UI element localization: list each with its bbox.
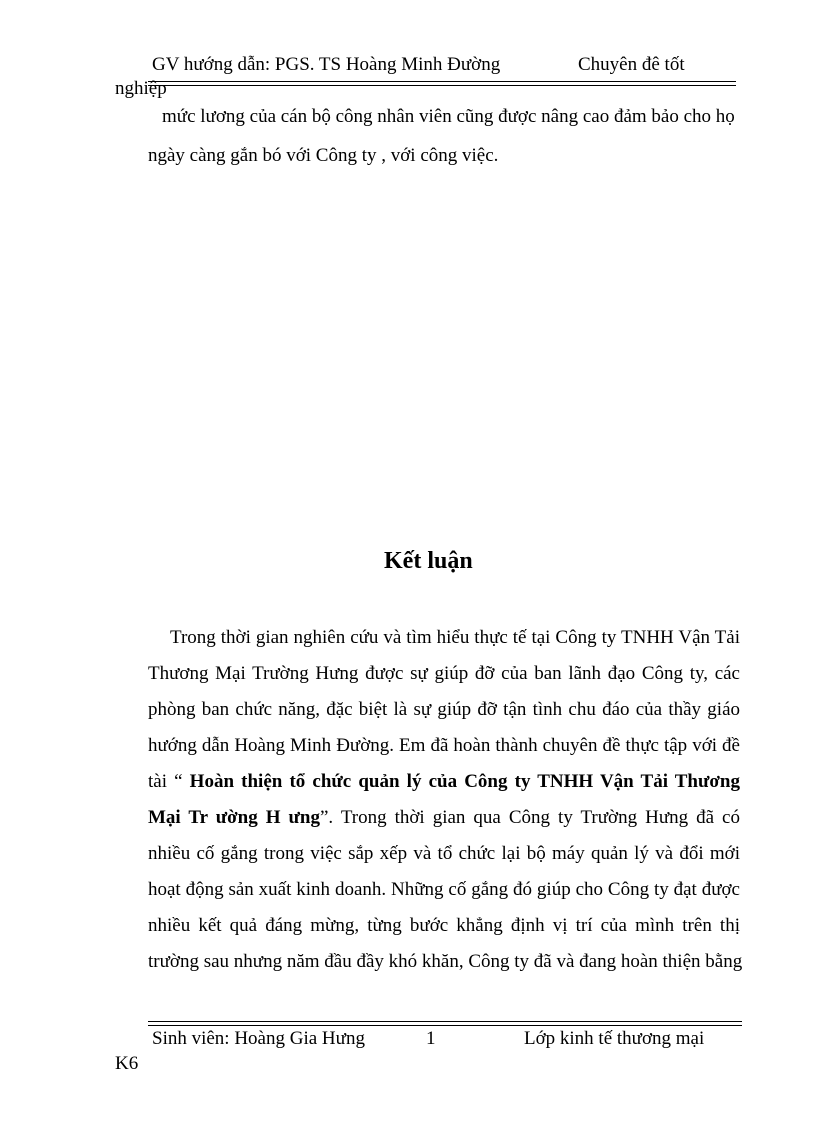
paragraph-line-1: Trong thời gian nghiên cứu và tìm hiểu thực tế tại Công ty TNHH Vận Tải	[170, 627, 740, 648]
paragraph-line-2: Thương Mại Trường Hưng được sự giúp đỡ của ban lãnh đạo Công ty, các	[148, 663, 740, 684]
footer-page-number: 1	[426, 1028, 436, 1049]
footer-wrap: K6	[115, 1053, 139, 1074]
header-advisor: GV hướng dẫn: PGS. TS Hoàng Minh Đường	[152, 54, 501, 75]
header-wrap: nghiệp	[115, 78, 167, 99]
footer-class: Lớp kinh tế thương mại	[524, 1028, 705, 1049]
paragraph-line-7: nhiều cố gắng trong việc sắp xếp và tổ chức lại bộ máy quản lý và đổi mới	[148, 843, 740, 864]
paragraph-line-4: hướng dẫn Hoàng Minh Đường. Em đã hoàn thành chuyên đề thực tập với đề	[148, 735, 740, 756]
footer-student: Sinh viên: Hoàng Gia Hưng	[152, 1028, 365, 1049]
paragraph-line-3: phòng ban chức năng, đặc biệt là sự giúp đỡ tận tình chu đáo của thầy giáo	[148, 699, 740, 720]
header-rule-top	[148, 81, 736, 82]
footer-rule-top	[148, 1021, 742, 1022]
paragraph-line-6-bold: Mại Tr ường H ưng	[148, 807, 320, 828]
paragraph-line-5	[148, 771, 740, 793]
header-title: Chuyên đê tốt	[578, 54, 685, 75]
paragraph-line-6-rest: ”. Trong thời gian qua Công ty Trường Hưng đã có	[319, 807, 740, 828]
paragraph-line-5-prefix: tài “	[148, 771, 190, 792]
paragraph-line-10: trường sau nhưng năm đầu đầy khó khăn, Công ty đã và đang hoàn thiện bằng	[148, 951, 743, 972]
section-title: Kết luận	[384, 548, 473, 574]
intro-line-2: ngày càng gắn bó với Công ty , với công việc.	[148, 145, 499, 166]
header-rule-bottom	[148, 85, 736, 86]
paragraph-line-6	[148, 807, 740, 829]
paragraph-line-5-bold: Hoàn thiện tổ chức quản lý của Công ty TNHH Vận Tải Thương	[189, 771, 740, 792]
paragraph-line-9: nhiều kết quả đáng mừng, từng bước khẳng định vị trí của mình trên thị	[148, 915, 740, 936]
footer-rule-bottom	[148, 1025, 742, 1026]
intro-line-1: mức lương của cán bộ công nhân viên cũng được nâng cao đảm bảo cho họ	[162, 106, 735, 127]
paragraph-line-8: hoạt động sản xuất kinh doanh. Những cố gắng đó giúp cho Công ty đạt được	[148, 879, 740, 900]
